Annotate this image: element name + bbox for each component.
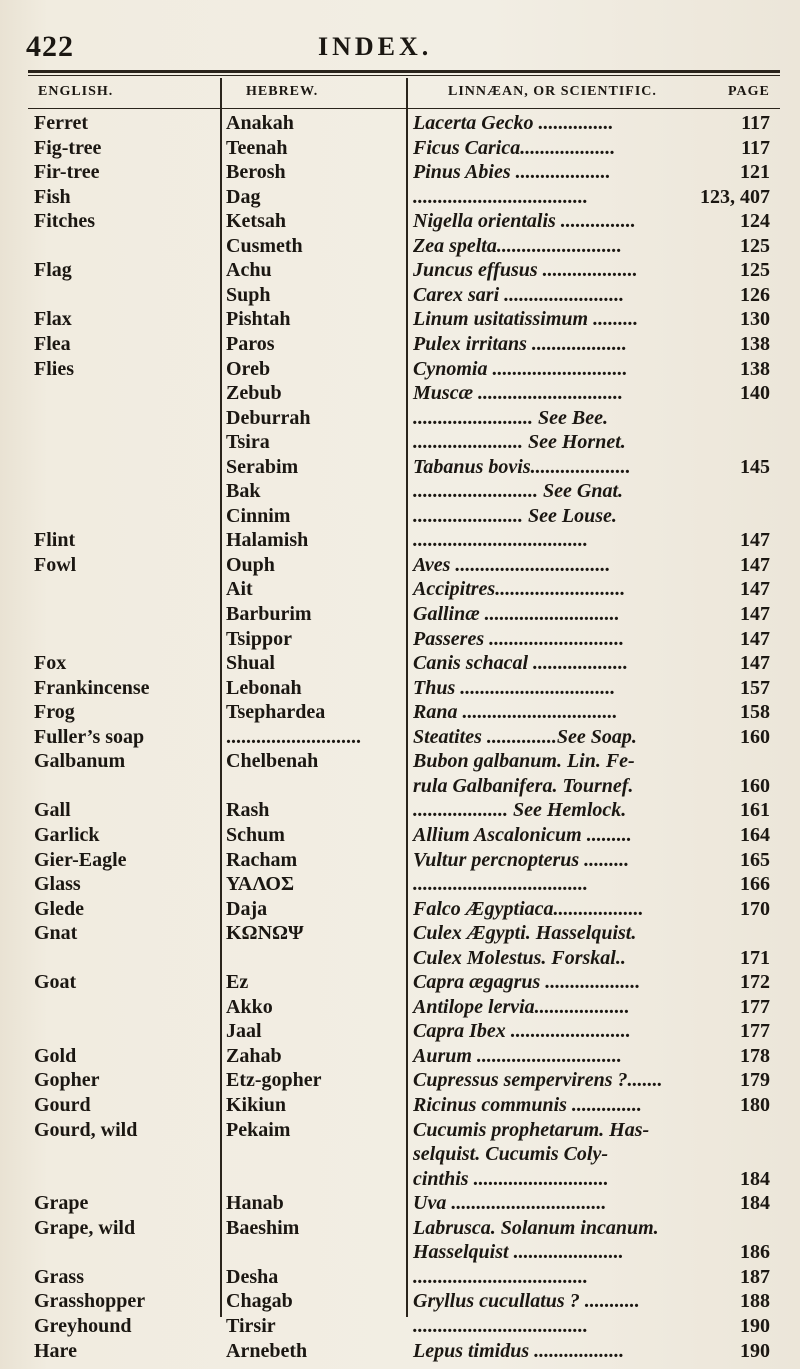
hebrew-cell: Schum [226,823,285,846]
english-cell: Frankincense [34,676,150,699]
english-cell: Fowl [34,553,77,576]
hebrew-cell: Tirsir [226,1314,276,1337]
hebrew-cell: Chagab [226,1290,293,1313]
scientific-cell: Canis schacal ................... [413,652,629,675]
hebrew-cell: Arnebeth [226,1339,308,1362]
english-cell: Fuller’s soap [34,725,145,748]
page-cell: 158 [740,701,770,724]
scientific-cell: Muscæ ............................. [413,382,624,405]
hebrew-cell: Tsira [226,431,270,454]
header-rule-thin [28,75,780,76]
page-cell: 165 [740,848,770,871]
scientific-cell: cinthis ........................... [413,1167,609,1190]
page-cell: 190 [740,1339,770,1362]
hebrew-cell: Zebub [226,382,282,405]
english-cell: Gier-Eagle [34,848,127,871]
scientific-cell: ...................... See Hornet. [413,431,626,454]
scientific-cell: rula Galbanifera. Tournef. [413,774,634,797]
scientific-cell: Passeres ........................... [413,627,625,650]
hebrew-cell: Achu [226,259,272,282]
page-cell: 184 [740,1167,770,1190]
column-divider [406,78,408,1317]
scientific-cell: Hasselquist ...................... [413,1241,624,1264]
scientific-cell: Culex Ægypti. Hasselquist. [413,922,637,945]
page-cell: 180 [740,1094,770,1116]
page-cell: 177 [740,995,770,1018]
scientific-cell: Rana ............................... [413,701,618,724]
scientific-cell: Lacerta Gecko ............... [413,112,614,134]
scientific-cell: ................................... [413,529,588,552]
hebrew-cell: Pekaim [226,1118,291,1141]
page-cell: 117 [741,112,770,134]
scientific-cell: Vultur percnopterus ......... [413,848,630,871]
page-cell: 187 [740,1265,770,1288]
page-cell: 147 [740,603,770,625]
scientific-cell: Pulex irritans ................... [413,332,627,355]
hebrew-cell: Tsippor [226,627,292,650]
hebrew-cell: Oreb [226,357,271,380]
hebrew-cell: Kikiun [226,1094,287,1116]
page-cell: 160 [740,774,770,797]
scientific-cell: Antilope lervia................... [413,995,630,1018]
column-header-rule [28,108,780,109]
scientific-cell: Culex Molestus. Forskal.. [413,946,626,969]
hebrew-cell: Ouph [226,553,275,576]
scientific-cell: ................................... [413,873,588,896]
page-cell: 161 [740,799,770,822]
page-cell: 147 [740,652,770,675]
page-number: 422 [26,30,74,63]
hebrew-cell: Hanab [226,1192,284,1215]
hebrew-cell: Rash [226,799,270,822]
scientific-cell: Juncus effusus ................... [413,259,638,282]
english-cell: Gopher [34,1069,100,1092]
scientific-cell: Pinus Abies ................... [413,161,611,184]
scientific-cell: Capra Ibex ........................ [413,1020,631,1043]
english-cell: Gold [34,1044,77,1067]
column-header-hebrew: HEBREW. [246,84,319,99]
scientific-cell: Cynomia ........................... [413,357,628,380]
scientific-cell: Labrusca. Solanum incanum. [413,1216,659,1239]
hebrew-cell: Cinnim [226,504,291,527]
running-header [18,28,782,68]
hebrew-cell: ........................... [226,725,361,748]
page-cell: 140 [740,382,770,405]
page-cell: 172 [740,971,770,994]
page-cell: 125 [740,234,770,257]
english-cell: Galbanum [34,750,126,773]
english-cell: Hare [34,1339,77,1362]
page-cell: 190 [740,1314,770,1337]
hebrew-cell: Paros [226,332,275,355]
english-cell: Garlick [34,823,100,846]
page-cell: 177 [740,1020,770,1043]
scientific-cell: Nigella orientalis ............... [413,210,636,233]
column-header-scientific: LINNÆAN, OR SCIENTIFIC. [448,84,657,99]
hebrew-cell: Deburrah [226,406,311,429]
scientific-cell: Gryllus cucullatus ? ........... [413,1290,640,1313]
hebrew-cell: Racham [226,848,298,871]
hebrew-cell: Cusmeth [226,234,303,257]
scientific-cell: selquist. Cucumis Coly- [413,1143,609,1166]
hebrew-cell: Dag [226,185,261,208]
scientific-cell: ................................... [413,185,588,208]
page-cell: 138 [740,332,770,355]
scientific-cell: Cupressus sempervirens ?....... [413,1069,663,1092]
scientific-cell: Allium Ascalonicum ......... [413,823,632,846]
hebrew-cell: Ait [226,578,253,601]
hebrew-cell: Serabim [226,455,299,478]
scientific-cell: ......................... See Gnat. [413,480,623,503]
hebrew-cell: Suph [226,283,271,306]
english-cell: Grape, wild [34,1216,136,1239]
page-cell: 125 [740,259,770,282]
scientific-cell: Bubon galbanum. Lin. Fe- [413,750,635,773]
scientific-cell: Thus ............................... [413,676,616,699]
page-title: INDEX. [318,32,433,61]
hebrew-cell: Anakah [226,112,294,134]
column-header-page: PAGE [728,84,770,99]
hebrew-cell: Teenah [226,136,288,159]
english-cell: Goat [34,971,77,994]
hebrew-cell: Berosh [226,161,286,184]
hebrew-cell: Baeshim [226,1216,300,1239]
english-cell: Fir-tree [34,161,100,184]
scientific-cell: Gallinæ ........................... [413,603,620,625]
page-cell: 145 [740,455,770,478]
english-cell: Frog [34,701,75,724]
column-divider [220,78,222,1317]
page-cell: 171 [740,946,770,969]
scientific-cell: Uva ............................... [413,1192,607,1215]
english-cell: Gourd [34,1094,91,1116]
english-cell: Glass [34,873,81,896]
page-cell: 179 [740,1069,770,1092]
hebrew-cell: ΥΑΛΟΣ [226,873,295,896]
scientific-cell: Tabanus bovis.................... [413,455,631,478]
page-cell: 157 [740,676,770,699]
english-cell: Greyhound [34,1314,132,1337]
scientific-cell: ...................... See Louse. [413,504,617,527]
scientific-cell: Accipitres.......................... [413,578,626,601]
scientific-cell: Ricinus communis .............. [413,1094,642,1116]
hebrew-cell: Barburim [226,603,312,625]
scientific-cell: ................... See Hemlock. [413,799,627,822]
page-cell: 164 [740,823,770,846]
scientific-cell: Carex sari ........................ [413,283,625,306]
scientific-cell: ................................... [413,1314,588,1337]
hebrew-cell: Daja [226,897,268,920]
page-cell: 186 [740,1241,770,1264]
page-cell: 188 [740,1290,770,1313]
scientific-cell: Ficus Carica................... [413,136,616,159]
page-cell: 170 [740,897,770,920]
scientific-cell: ................................... [413,1265,588,1288]
english-cell: Grass [34,1265,84,1288]
hebrew-cell: Chelbenah [226,750,319,773]
english-cell: Fox [34,652,67,675]
english-cell: Flax [34,308,72,331]
hebrew-cell: Ketsah [226,210,286,233]
page-cell: 147 [740,627,770,650]
scientific-cell: Cucumis prophetarum. Has- [413,1118,650,1141]
scientific-cell: Steatites ..............See Soap. [413,725,637,748]
header-rule [28,70,780,73]
english-cell: Glede [34,897,84,920]
page-cell: 178 [740,1044,770,1067]
scientific-cell: Aurum ............................. [413,1044,622,1067]
scientific-cell: Aves ............................... [413,553,611,576]
english-cell: Flag [34,259,72,282]
hebrew-cell: Zahab [226,1044,282,1067]
english-cell: Gall [34,799,71,822]
page-cell: 160 [740,725,770,748]
scientific-cell: ........................ See Bee. [413,406,608,429]
english-cell: Fitches [34,210,96,233]
scientific-cell: Linum usitatissimum ......... [413,308,639,331]
english-cell: Grasshopper [34,1290,146,1313]
hebrew-cell: Bak [226,480,261,503]
page-cell: 138 [740,357,770,380]
english-cell: Gourd, wild [34,1118,138,1141]
page-cell: 147 [740,529,770,552]
hebrew-cell: Halamish [226,529,309,552]
scientific-cell: Falco Ægyptiaca.................. [413,897,644,920]
page-cell: 117 [741,136,770,159]
english-cell: Flea [34,332,71,355]
scientific-cell: Capra ægagrus ................... [413,971,641,994]
hebrew-cell: Ez [226,971,249,994]
scientific-cell: Zea spelta......................... [413,234,622,257]
page-cell: 124 [740,210,770,233]
page-cell: 126 [740,283,770,306]
page-cell: 121 [740,161,770,184]
column-header-english: ENGLISH. [38,84,114,99]
english-cell: Flies [34,357,74,380]
scientific-cell: Lepus timidus .................. [413,1339,625,1362]
english-cell: Fish [34,185,71,208]
english-cell: Grape [34,1192,89,1215]
english-cell: Gnat [34,922,78,945]
hebrew-cell: Akko [226,995,273,1018]
english-cell: Ferret [34,112,89,134]
page-cell: 166 [740,873,770,896]
page-cell: 184 [740,1192,770,1215]
hebrew-cell: Jaal [226,1020,262,1043]
page-cell: 147 [740,553,770,576]
hebrew-cell: Tsephardea [226,701,326,724]
hebrew-cell: Lebonah [226,676,302,699]
english-cell: Fig-tree [34,136,102,159]
column-headers [28,84,780,106]
hebrew-cell: Pishtah [226,308,291,331]
hebrew-cell: Etz-gopher [226,1069,322,1092]
page-cell: 147 [740,578,770,601]
page-cell: 123, 407 [700,185,770,208]
hebrew-cell: Desha [226,1265,279,1288]
hebrew-cell: ΚΩΝΩΨ [226,922,304,945]
page-cell: 130 [740,308,770,331]
english-cell: Flint [34,529,76,552]
hebrew-cell: Shual [226,652,275,675]
